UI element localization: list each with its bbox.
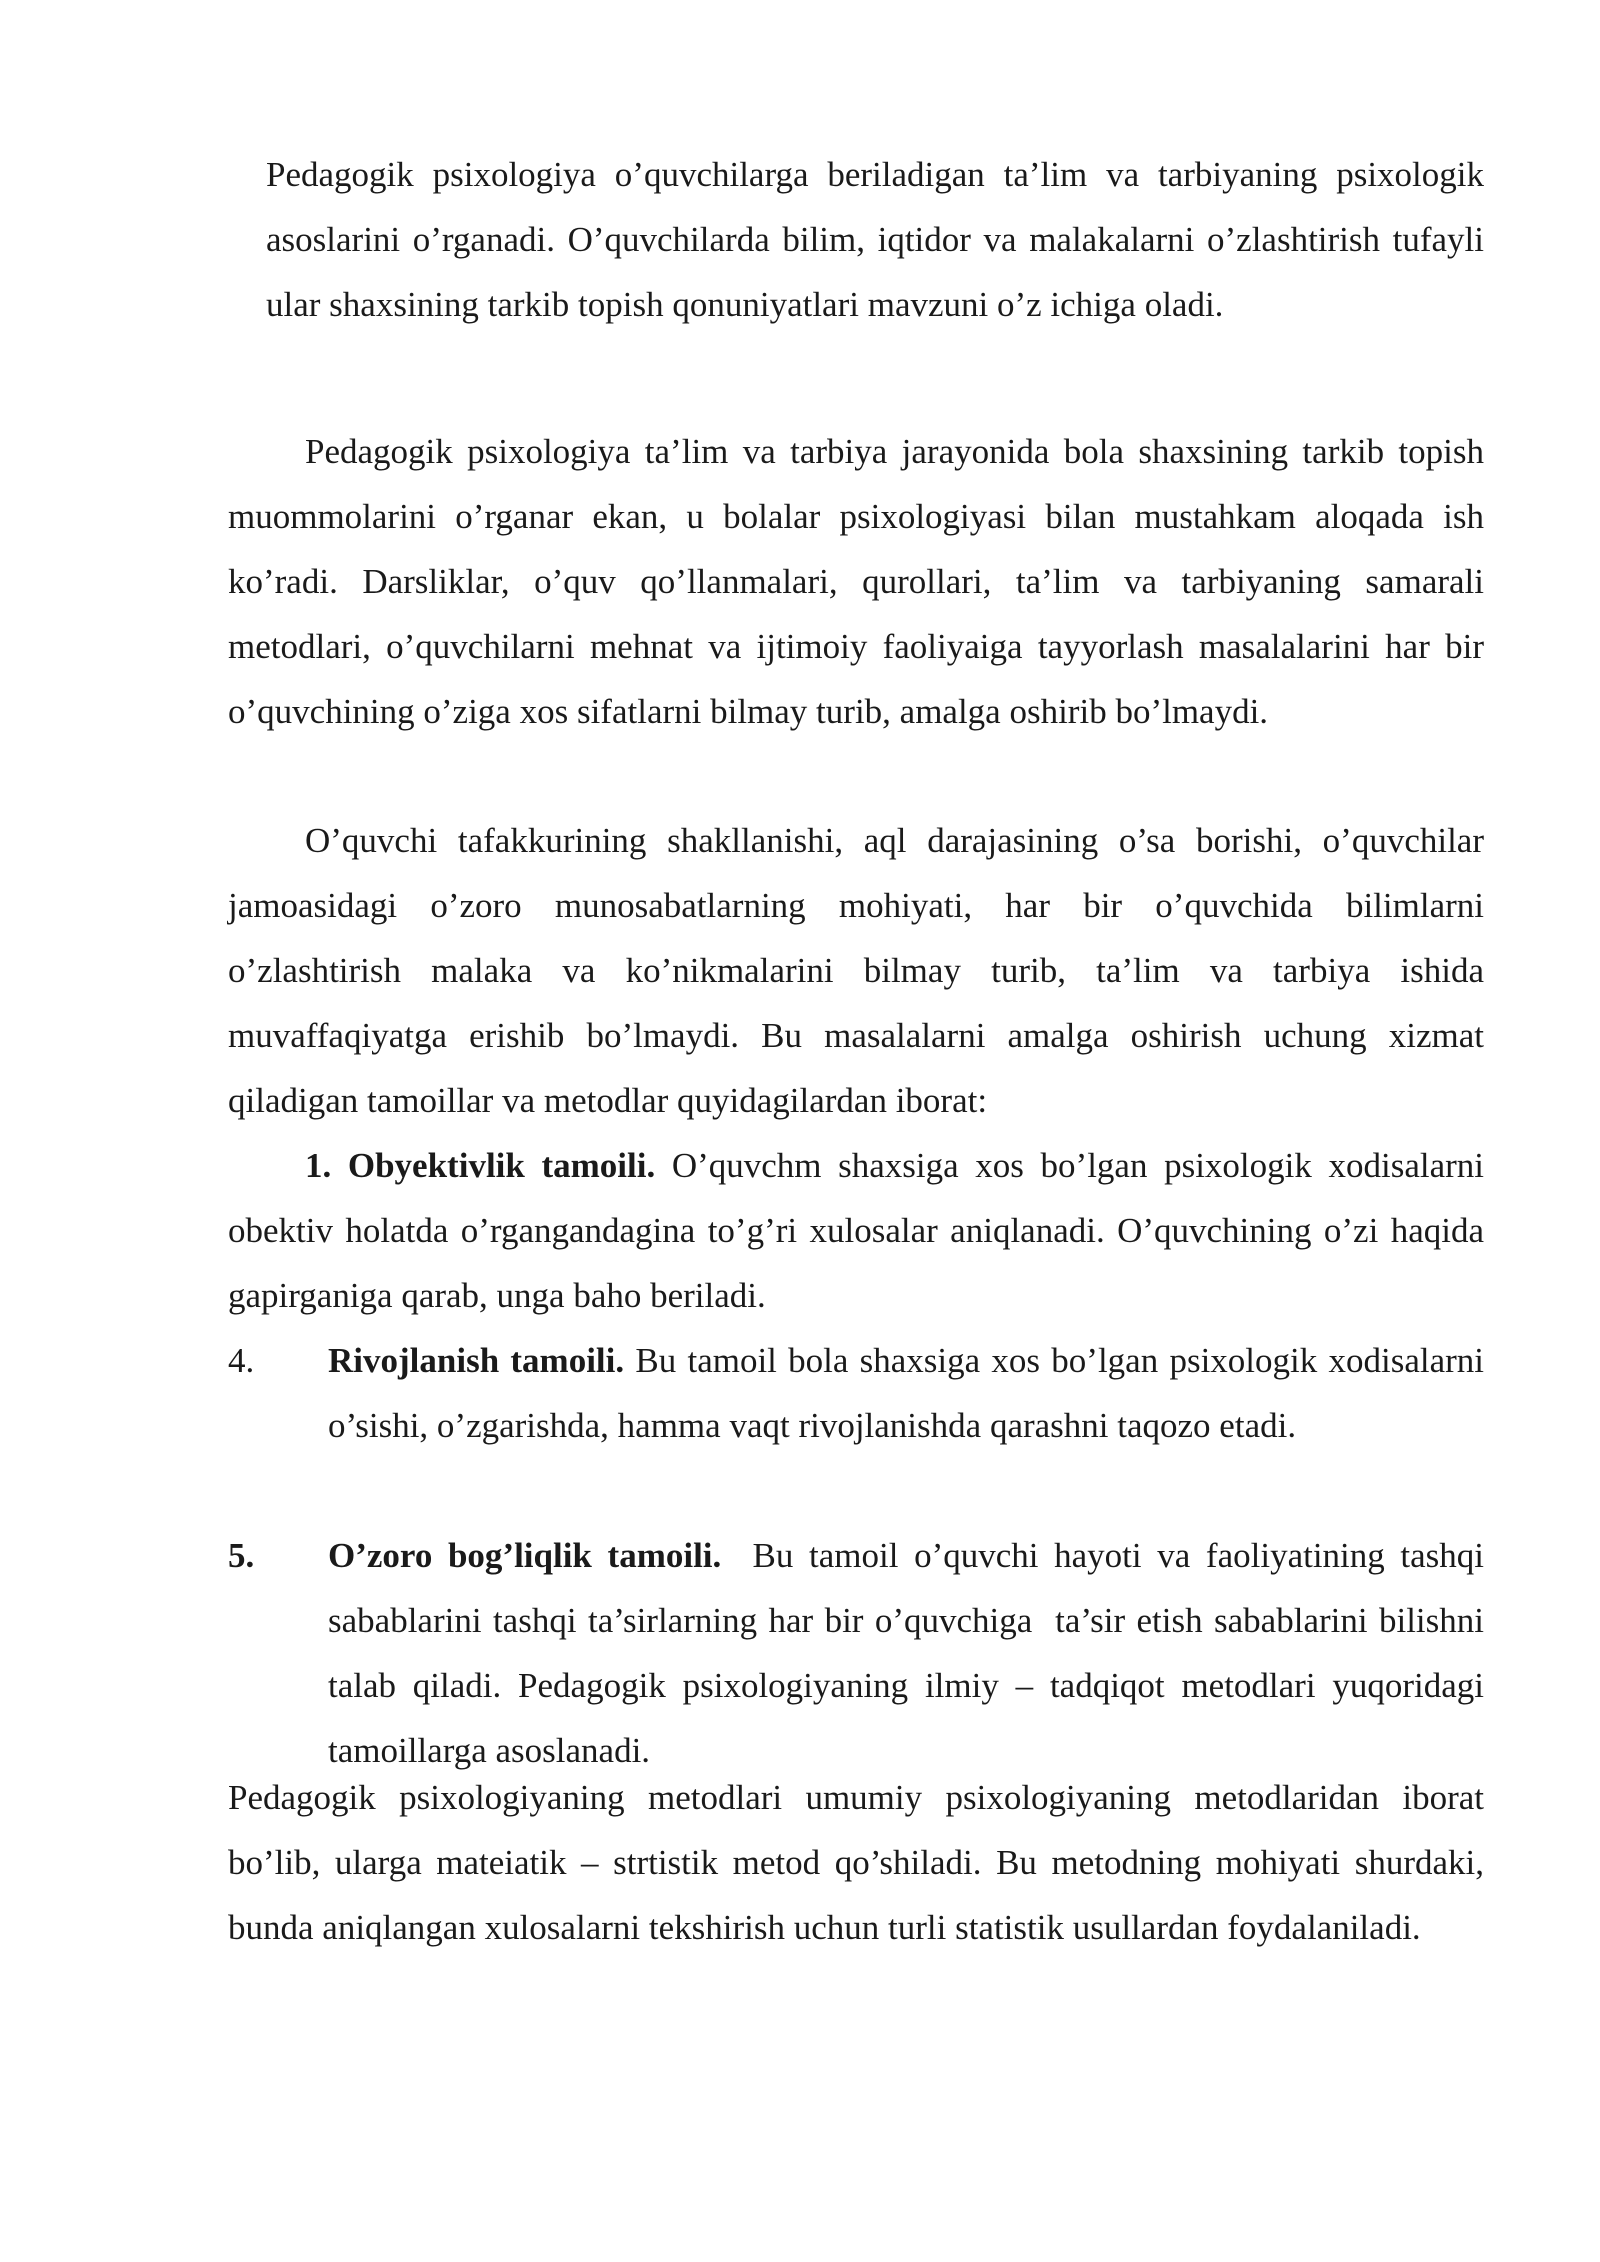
list-item-body [328,1328,1484,1458]
principle-interconnection-text: Bu tamoil o’quvchi hayoti va faoliyatining tashqi sabablarini tashqi ta’sirlarning har bir o’quvchiga ta’sir etish sabablarini bilishni talab qiladi. Pedagogik psixologiyaning ilmiy – tadqiqot metodlari yuqoridagi tamoillarga asoslanadi. [328,1536,1493,1770]
paragraph-intro: Pedagogik psixologiya o’quvchilarga beriladigan ta’lim va tarbiyaning psixologik asoslarini o’rganadi. O’quvchilarda bilim, iqtidor va malakalarni o’zlashtirish tufayli ular shaxsining tarkib topish qonuniyatlari mavzuni o’z ichiga oladi. [266,155,1484,324]
principle-development-text: Bu tamoil bola shaxsiga xos bo’lgan psixologik xodisalarni o’sishi, o’zgarishda, hamma vaqt rivojlanishda qarashni taqozo etadi. [328,1341,1484,1445]
paragraph-methods: Pedagogik psixologiyaning metodlari umumiy psixologiyaning metodlaridan iborat bo’lib, ularga mateiatik – strtistik metod qo’shiladi. Bu metodning mohiyati shurdaki, bunda aniqlangan xulosalarni tekshirish uchun turli statistik usullardan foydalaniladi. [228,1778,1484,1947]
list-number: 5. [228,1536,255,1575]
paragraph-relations: Pedagogik psixologiya ta’lim va tarbiya jarayonida bola shaxsining tarkib topish muommolarini o’rganar ekan, u bolalar psixologiyasi bilan mustahkam aloqada ish ko’radi. Darsliklar, o’quv qo’llanmalari, qurollari, ta’lim va tarbiyaning samarali metodlari, o’quvchilarni mehnat va ijtimoiy faoliyaiga tayyorlash masalalarini har bir o’quvchining o’ziga xos sifatlarni bilmay turib, amalga oshirib bo’lmaydi. [228,432,1484,731]
principle-development [228,1328,1484,1458]
paragraph-principles-intro: O’quvchi tafakkurining shakllanishi, aql darajasining o’sa borishi, o’quvchilar jamoasidagi o’zoro munosabatlarning mohiyati, har bir o’quvchida bilimlarni o’zlashtirish malaka va ko’nikmalarini bilmay turib, ta’lim va tarbiya ishida muvaffaqiyatga erishib bo’lmaydi. Bu masalalarni amalga oshirish uchung xizmat qiladigan tamoillar va metodlar quyidagilardan iborat: [228,821,1484,1120]
principle-objectivity-heading: 1. Obyektivlik tamoili. [305,1146,656,1185]
list-number: 4. [228,1341,255,1380]
principle-interconnection-heading: O’zoro bog’liqlik tamoili. [328,1536,722,1575]
principle-objectivity-text: O’quvchm shaxsiga xos bo’lgan psixologik xodisalarni obektiv holatda o’rgangandagina to’g’ri xulosalar aniqlanadi. O’quvchining o’zi haqida gapirganiga qarab, unga baho beriladi. [228,1146,1485,1315]
list-item-body [328,1523,1493,1783]
principle-development-heading: Rivojlanish tamoili. [328,1341,625,1380]
principle-objectivity [228,1133,1484,1328]
principle-interconnection [228,1523,1493,1783]
